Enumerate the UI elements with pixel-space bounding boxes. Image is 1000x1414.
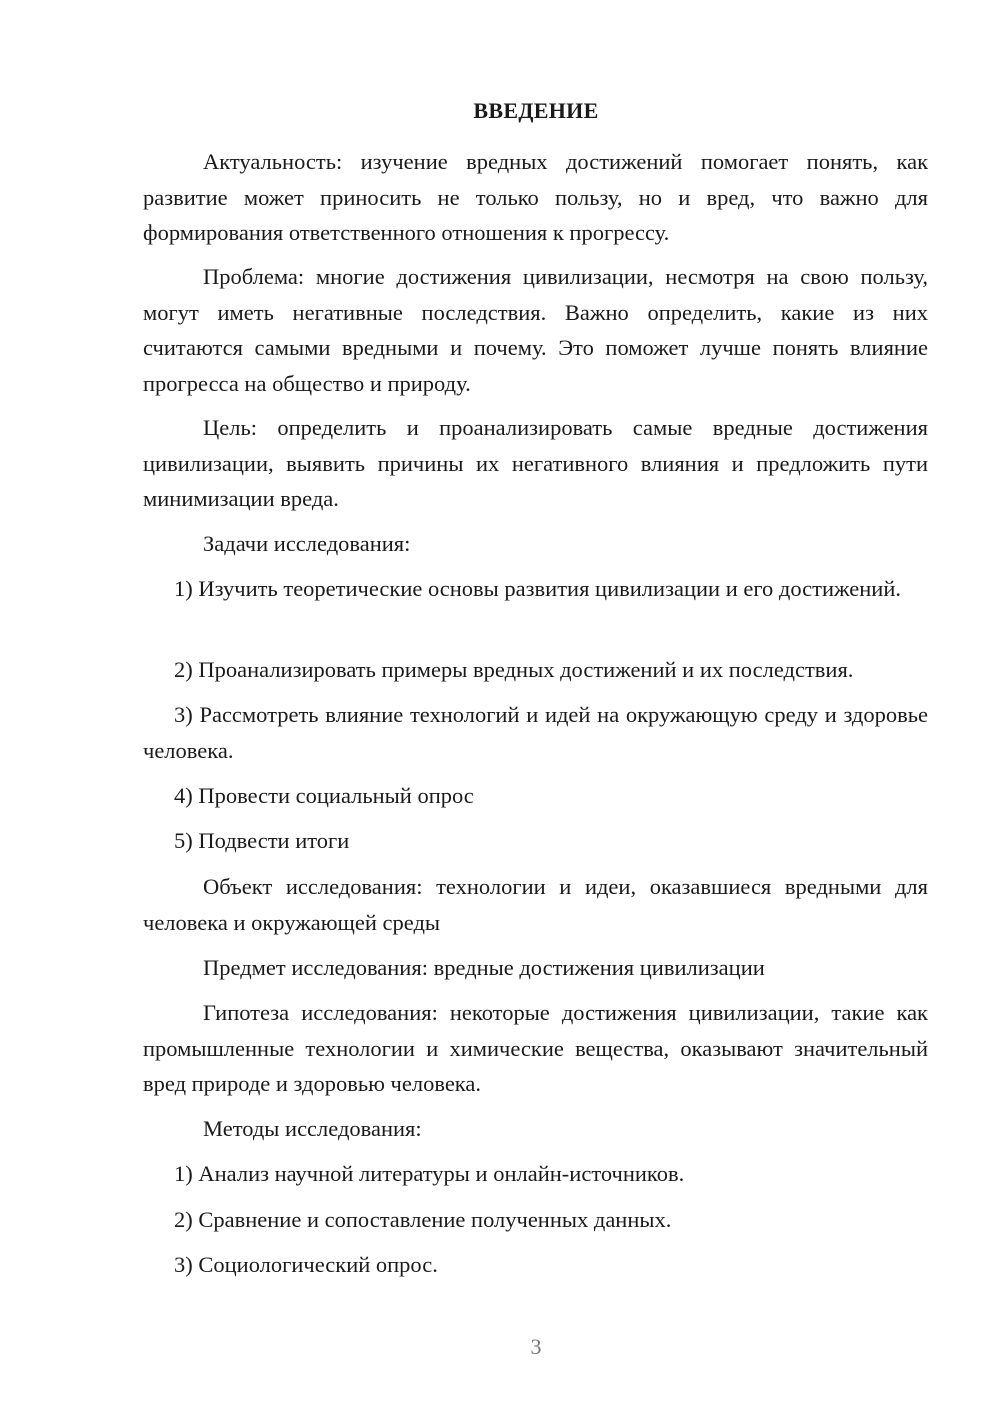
paragraph-goal: Цель: определить и проанализировать самые вредные достижения цивилизации, выявить причины их негативного влияния и предложить пути минимизации вреда. bbox=[143, 415, 928, 511]
paragraph-tasks-heading: Задачи исследования: bbox=[203, 531, 411, 556]
list-item-task-3: 3) Рассмотреть влияние технологий и идей на окружающую среду и здоровье человека. bbox=[143, 702, 928, 763]
paragraph-hypothesis: Гипотеза исследования: некоторые достижения цивилизации, такие как промышленные технологии и химические вещества, оказывают значительный вред природе и здоровью человека. bbox=[143, 1000, 928, 1096]
paragraph-methods-heading: Методы исследования: bbox=[203, 1116, 422, 1141]
list-item-task-5: 5) Подвести итоги bbox=[174, 828, 350, 853]
list-item-method-3: 3) Социологический опрос. bbox=[174, 1252, 438, 1277]
list-item-task-2: 2) Проанализировать примеры вредных достижений и их последствия. bbox=[174, 657, 854, 682]
paragraph-relevance: Актуальность: изучение вредных достижений помогает понять, как развитие может приносить не только пользу, но и вред, что важно для формирования ответственного отношения к прогрессу. bbox=[143, 149, 928, 245]
paragraph-subject: Предмет исследования: вредные достижения цивилизации bbox=[203, 955, 765, 980]
list-item-task-4: 4) Провести социальный опрос bbox=[174, 783, 474, 808]
paragraph-object: Объект исследования: технологии и идеи, оказавшиеся вредными для человека и окружающей среды bbox=[143, 874, 928, 935]
list-item-method-2: 2) Сравнение и сопоставление полученных данных. bbox=[174, 1207, 672, 1232]
page-number: 3 bbox=[530, 1334, 542, 1359]
list-item-task-1: 1) Изучить теоретические основы развития цивилизации и его достижений. bbox=[174, 576, 901, 601]
paragraph-problem: Проблема: многие достижения цивилизации, несмотря на свою пользу, могут иметь негативные последствия. Важно определить, какие из них считаются самыми вредными и почему. Это поможет лучше понять влияние прогресса на общество и природу. bbox=[143, 264, 928, 396]
list-item-method-1: 1) Анализ научной литературы и онлайн-источников. bbox=[174, 1161, 685, 1186]
page-title: ВВЕДЕНИЕ bbox=[473, 98, 599, 123]
